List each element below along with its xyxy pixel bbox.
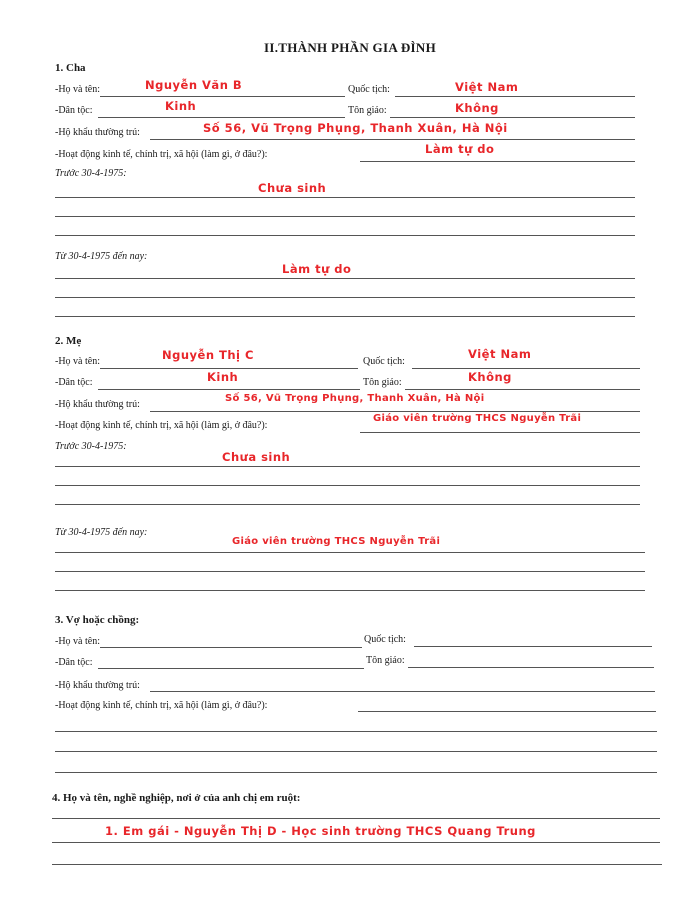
mother-nationality-value[interactable]: Việt Nam (468, 347, 532, 361)
mother-ethnicity-value[interactable]: Kinh (207, 370, 239, 384)
mother-after-value[interactable]: Giáo viên trường THCS Nguyễn Trãi (232, 536, 441, 547)
father-nationality-value[interactable]: Việt Nam (455, 80, 519, 94)
mother-religion-label: Tôn giáo: (363, 377, 402, 388)
mother-before-value[interactable]: Chưa sinh (222, 450, 291, 464)
spouse-ethnicity-label: -Dân tộc: (55, 657, 93, 668)
father-before-line-3 (55, 235, 635, 236)
father-nationality-line (395, 96, 635, 97)
siblings-line-2 (52, 842, 660, 843)
spouse-activities-line[interactable] (358, 711, 656, 712)
mother-residence-label: -Hộ khẩu thường trú: (55, 399, 140, 410)
spouse-extra-line-2[interactable] (55, 751, 657, 752)
mother-after-label: Từ 30-4-1975 đến nay: (55, 527, 148, 538)
father-before-line-2 (55, 216, 635, 217)
spouse-name-label: -Họ và tên: (55, 636, 100, 647)
spouse-activities-label: -Hoạt động kinh tế, chính trị, xã hội (làm gì, ở đâu?): (55, 700, 268, 711)
father-after-line-1 (55, 278, 635, 279)
father-after-label: Từ 30-4-1975 đến nay: (55, 251, 148, 262)
mother-name-label: -Họ và tên: (55, 356, 100, 367)
mother-residence-value[interactable]: Số 56, Vũ Trọng Phụng, Thanh Xuân, Hà Nội (225, 393, 485, 404)
father-religion-value[interactable]: Không (455, 101, 499, 115)
siblings-line-1 (52, 818, 660, 819)
spouse-nationality-line[interactable] (414, 646, 652, 647)
siblings-entry-value[interactable]: 1. Em gái - Nguyễn Thị D - Học sinh trường THCS Quang Trung (105, 824, 536, 838)
father-ethnicity-label: -Dân tộc: (55, 105, 93, 116)
spouse-name-line[interactable] (100, 647, 362, 648)
page-title: II.THÀNH PHẦN GIA ĐÌNH (263, 40, 436, 55)
mother-after-line-2 (55, 571, 645, 572)
mother-activities-label: -Hoạt động kinh tế, chính trị, xã hội (làm gì, ở đâu?): (55, 420, 268, 431)
siblings-line-3 (52, 864, 662, 865)
father-ethnicity-line (98, 117, 345, 118)
mother-before-line-3 (55, 504, 640, 505)
father-before-label: Trước 30-4-1975: (55, 168, 127, 179)
mother-name-value[interactable]: Nguyễn Thị C (162, 348, 254, 362)
mother-before-line-1 (55, 466, 640, 467)
mother-after-line-1 (55, 552, 645, 553)
father-residence-value[interactable]: Số 56, Vũ Trọng Phụng, Thanh Xuân, Hà Nội (203, 121, 508, 135)
spouse-residence-label: -Hộ khẩu thường trú: (55, 680, 140, 691)
siblings-heading: 4. Họ và tên, nghề nghiệp, nơi ở của anh chị em ruột: (52, 792, 301, 804)
spouse-extra-line-1[interactable] (55, 731, 657, 732)
father-activities-value[interactable]: Làm tự do (425, 142, 495, 156)
mother-before-line-2 (55, 485, 640, 486)
spouse-heading: 3. Vợ hoặc chồng: (55, 614, 140, 626)
father-after-line-3 (55, 316, 635, 317)
father-activities-line (360, 161, 635, 162)
father-residence-line (150, 139, 635, 140)
father-ethnicity-value[interactable]: Kinh (165, 99, 197, 113)
father-heading: 1. Cha (55, 62, 86, 74)
father-activities-label: -Hoạt động kinh tế, chính trị, xã hội (làm gì, ở đâu?): (55, 149, 268, 160)
father-name-label: -Họ và tên: (55, 84, 100, 95)
father-before-line-1 (55, 197, 635, 198)
father-nationality-label: Quốc tịch: (348, 84, 390, 95)
mother-before-label: Trước 30-4-1975: (55, 441, 127, 452)
mother-religion-line (405, 389, 640, 390)
mother-residence-line (150, 411, 640, 412)
mother-heading: 2. Mẹ (55, 335, 82, 347)
spouse-extra-line-3[interactable] (55, 772, 657, 773)
mother-nationality-line (412, 368, 640, 369)
mother-name-line (100, 368, 358, 369)
father-religion-label: Tôn giáo: (348, 105, 387, 116)
father-name-line (100, 96, 345, 97)
spouse-religion-label: Tôn giáo: (366, 655, 405, 666)
father-residence-label: -Hộ khẩu thường trú: (55, 127, 140, 138)
father-before-value[interactable]: Chưa sinh (258, 181, 327, 195)
spouse-religion-line[interactable] (408, 667, 654, 668)
father-religion-line (390, 117, 635, 118)
mother-ethnicity-line (98, 389, 360, 390)
spouse-residence-line[interactable] (150, 691, 655, 692)
father-after-line-2 (55, 297, 635, 298)
father-after-value[interactable]: Làm tự do (282, 262, 352, 276)
mother-ethnicity-label: -Dân tộc: (55, 377, 93, 388)
mother-after-line-3 (55, 590, 645, 591)
mother-activities-line (360, 432, 640, 433)
spouse-ethnicity-line[interactable] (98, 668, 364, 669)
mother-religion-value[interactable]: Không (468, 370, 512, 384)
mother-nationality-label: Quốc tịch: (363, 356, 405, 367)
father-name-value[interactable]: Nguyễn Văn B (145, 78, 243, 92)
spouse-nationality-label: Quốc tịch: (364, 634, 406, 645)
mother-activities-value[interactable]: Giáo viên trường THCS Nguyễn Trãi (373, 413, 582, 424)
